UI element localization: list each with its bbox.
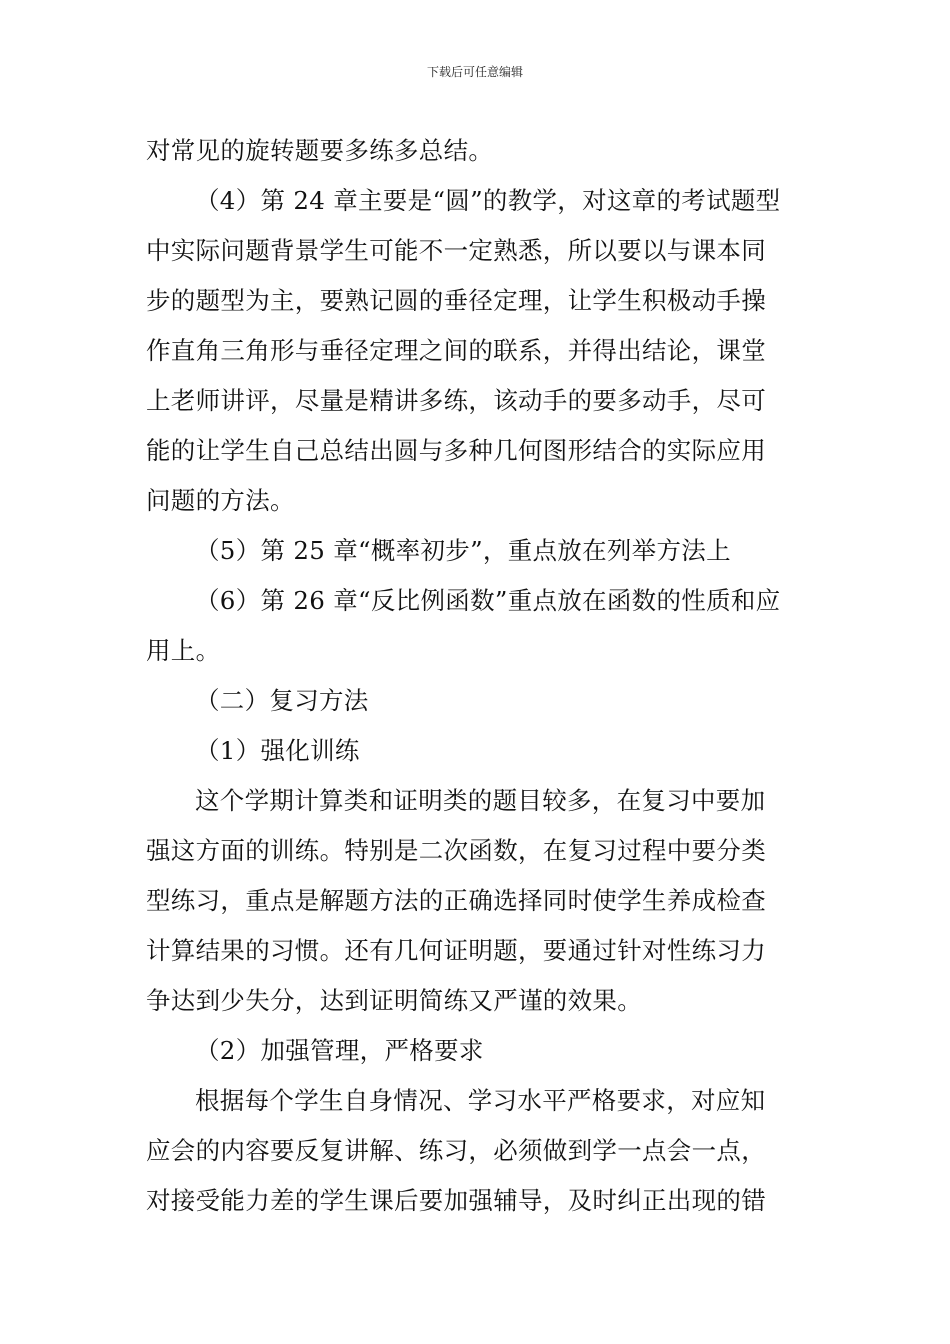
text-line: 作直角三角形与垂径定理之间的联系，并得出结论，课堂 — [146, 336, 766, 365]
text-line: （5）第 25 章“概率初步”，重点放在列举方法上 — [195, 536, 731, 565]
text-line: 型练习，重点是解题方法的正确选择同时使学生养成检查 — [146, 886, 766, 915]
text-line: 能的让学生自己总结出圆与多种几何图形结合的实际应用 — [146, 436, 766, 465]
text-line: 根据每个学生自身情况、学习水平严格要求，对应知 — [195, 1086, 766, 1115]
text-line: （4）第 24 章主要是“圆”的教学，对这章的考试题型 — [195, 186, 781, 215]
text-line: （6）第 26 章“反比例函数”重点放在函数的性质和应 — [195, 586, 781, 615]
document-body — [146, 126, 816, 1226]
page-header: 下载后可任意编辑 — [426, 65, 523, 79]
text-line: 对常见的旋转题要多练多总结。 — [146, 136, 494, 165]
subsection-heading: （1）强化训练 — [195, 736, 360, 765]
text-line: 计算结果的习惯。还有几何证明题，要通过针对性练习力 — [146, 936, 766, 965]
text-line: 这个学期计算类和证明类的题目较多，在复习中要加 — [195, 786, 766, 815]
text-line: 中实际问题背景学生可能不一定熟悉，所以要以与课本同 — [146, 236, 766, 265]
section-heading: （二）复习方法 — [195, 686, 369, 715]
text-line: 用上。 — [146, 636, 221, 665]
text-line: 应会的内容要反复讲解、练习，必须做到学一点会一点， — [146, 1136, 766, 1165]
text-line: 对接受能力差的学生课后要加强辅导，及时纠正出现的错 — [146, 1186, 766, 1215]
text-line: 问题的方法。 — [146, 486, 295, 515]
text-line: 步的题型为主，要熟记圆的垂径定理，让学生积极动手操 — [146, 286, 766, 315]
text-line: 上老师讲评，尽量是精讲多练，该动手的要多动手，尽可 — [146, 386, 766, 415]
text-line: 争达到少失分，达到证明简练又严谨的效果。 — [146, 986, 642, 1015]
text-line: 强这方面的训练。特别是二次函数，在复习过程中要分类 — [146, 836, 766, 865]
subsection-heading: （2）加强管理，严格要求 — [195, 1036, 484, 1065]
